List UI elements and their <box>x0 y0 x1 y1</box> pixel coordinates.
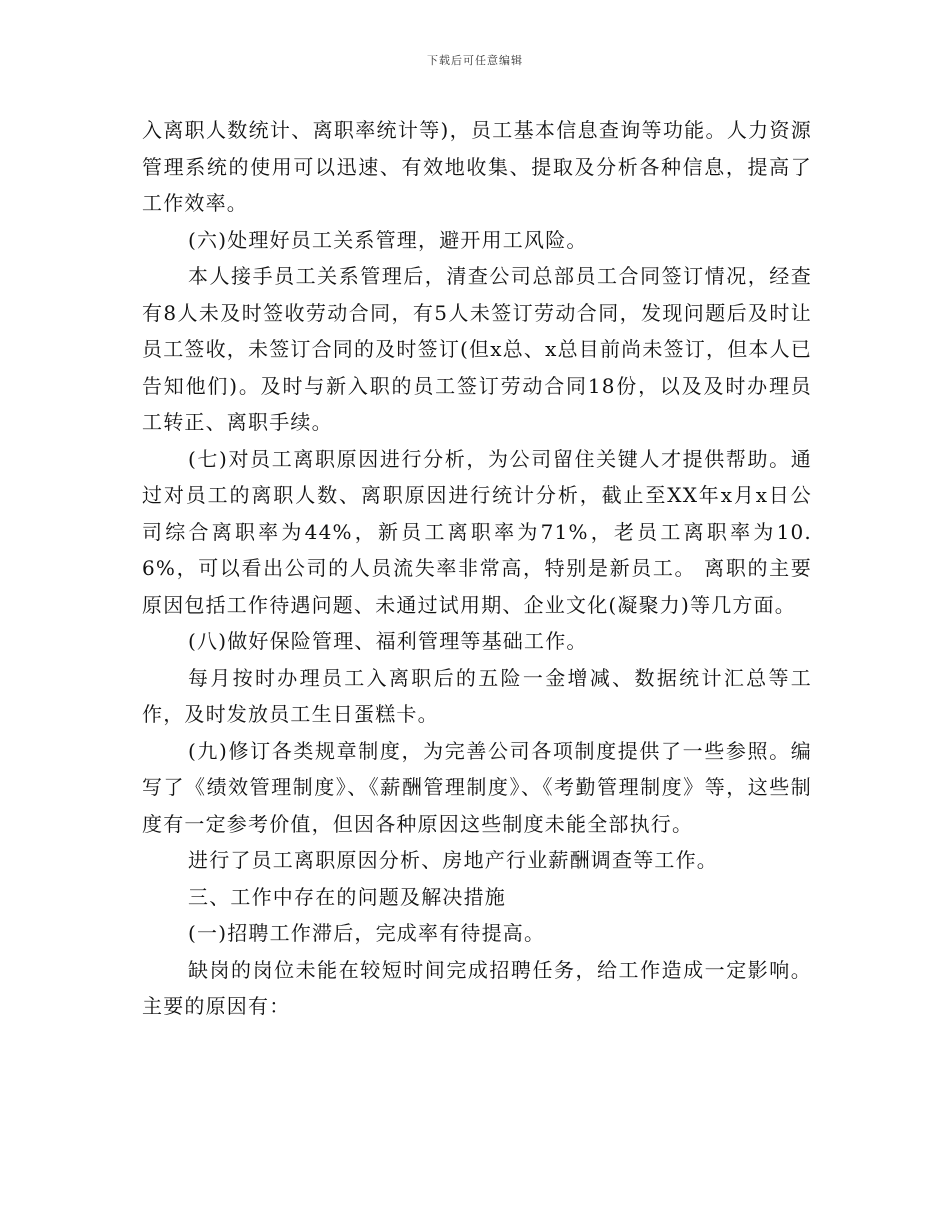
paragraph-regulations: (九)修订各类规章制度，为完善公司各项制度提供了一些参照。编写了《绩效管理制度》、《薪酬管理制度》、《考勤管理制度》等，这些制度有一定参考价值，但因各种原因这些制度未能全部执行。 <box>142 738 812 836</box>
paragraph-turnover-analysis: (七)对员工离职原因进行分析，为公司留住关键人才提供帮助。通过对员工的离职人数、离职原因进行统计分析，截止至XX年x月x日公司综合离职率为44%，新员工离职率为71%，老员工离职率为10.6%，可以看出公司的人员流失率非常高，特别是新员工。 离职的主要原因包括工作待遇问题、未通过试用期、企业文化(凝聚力)等几方面。 <box>142 446 812 617</box>
heading-insurance-welfare: (八)做好保险管理、福利管理等基础工作。 <box>188 629 588 653</box>
heading-recruitment-lag: (一)招聘工作滞后，完成率有待提高。 <box>188 921 546 945</box>
heading-employee-relations: (六)处理好员工关系管理，避开用工风险。 <box>188 227 588 252</box>
section-heading-problems: 三、工作中存在的问题及解决措施 <box>188 884 506 909</box>
paragraph-salary-survey: 进行了员工离职原因分析、房地产行业薪酬调查等工作。 <box>188 848 718 872</box>
document-body <box>142 112 812 1025</box>
paragraph-monthly-insurance: 每月按时办理员工入离职后的五险一金增减、数据统计汇总等工作，及时发放员工生日蛋糕卡。 <box>142 665 812 726</box>
paragraph-system-functions: 入离职人数统计、离职率统计等)，员工基本信息查询等功能。人力资源管理系统的使用可以迅速、有效地收集、提取及分析各种信息，提高了工作效率。 <box>142 118 812 215</box>
page-header: 下载后可任意编辑 <box>427 54 523 67</box>
paragraph-recruitment-reasons: 缺岗的岗位未能在较短时间完成招聘任务，给工作造成一定影响。主要的原因有： <box>142 957 812 1018</box>
paragraph-contracts: 本人接手员工关系管理后，清查公司总部员工合同签订情况，经查有8人未及时签收劳动合同，有5人未签订劳动合同，发现问题后及时让员工签收，未签订合同的及时签订(但x总、x总目前尚未签订，但本人已告知他们)。及时与新入职的员工签订劳动合同18份，以及及时办理员工转正、离职手续。 <box>142 264 812 434</box>
